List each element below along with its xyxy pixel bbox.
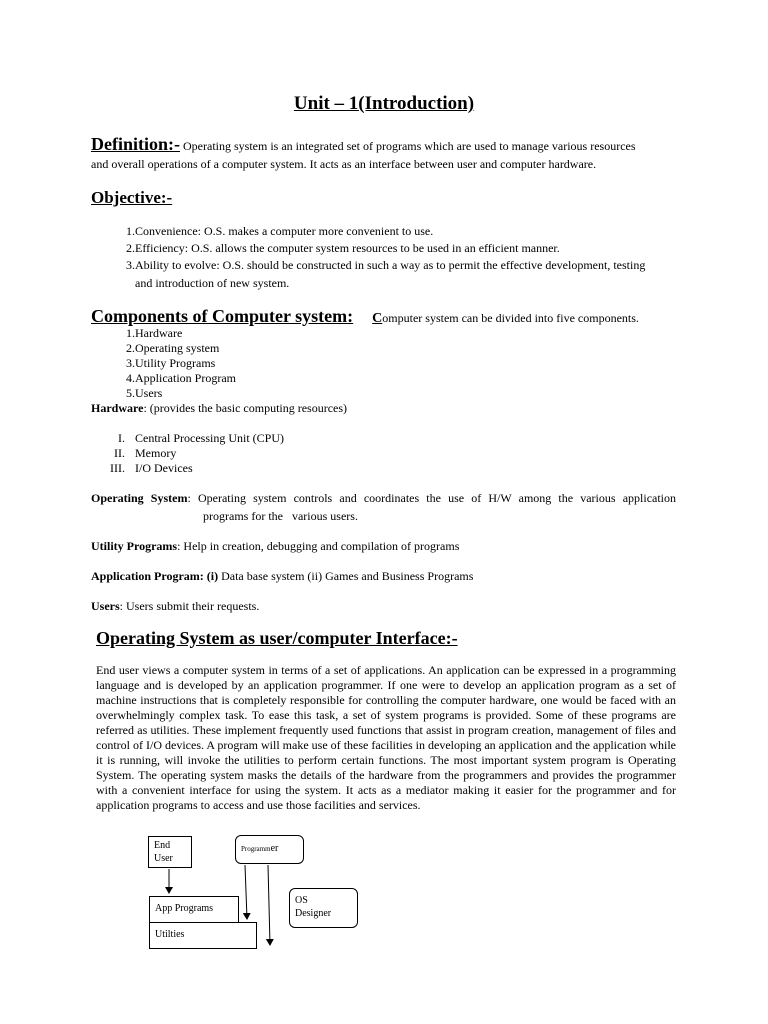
hardware-text-2: Memory [135, 446, 177, 460]
app-programs-label: App Programs [155, 903, 214, 914]
hardware-num-1: I. [118, 431, 125, 445]
programmer-label-end: er [270, 843, 279, 854]
hardware-desc: : (provides the basic computing resources) [143, 401, 348, 415]
end-user-line1: End [154, 840, 171, 851]
os-label: Operating System [91, 491, 188, 505]
components-heading: Components of Computer system: [91, 306, 354, 326]
arrow-programmer-to-utilities [245, 865, 247, 919]
utility-desc: : Help in creation, debugging and compilation of programs [177, 539, 460, 553]
os-designer-line2: Designer [295, 908, 332, 919]
os-line2: programs for the various users. [203, 509, 358, 523]
interface-heading: Operating System as user/computer Interface:- [96, 628, 458, 648]
end-user-line2: User [154, 853, 173, 864]
os-line1: : Operating system controls and coordinates the use of H/W among the various application [187, 491, 677, 505]
hardware-num-2: II. [114, 446, 125, 460]
application-desc: Data base system (ii) Games and Business Programs [218, 569, 474, 583]
definition-heading: Definition:- [91, 134, 180, 154]
component-text-3: Utility Programs [135, 356, 216, 370]
hardware-text-3: I/O Devices [135, 461, 193, 475]
application-label: Application Program: (i) [91, 569, 219, 583]
component-num-2: 2. [126, 341, 135, 355]
users-desc: : Users submit their requests. [119, 599, 260, 613]
hardware-text-1: Central Processing Unit (CPU) [135, 431, 284, 445]
os-designer-line1: OS [295, 895, 308, 906]
objective-item-3-cont: and introduction of new system. [135, 276, 290, 290]
objective-num-3: 3. [126, 258, 135, 272]
objective-heading: Objective:- [91, 188, 173, 207]
component-text-2: Operating system [135, 341, 220, 355]
components-intro-cap: C [372, 311, 383, 326]
interface-paragraph: End user views a computer system in terms of a set of applications. An application can be expressed in a programming language and is developed by an application programmer. If one were to develop an application program as a set of machine instructions that is completely responsible for controlling the computer hardware, one would be faced with an overwhelmingly complex task. To ease this task, a set of system programs is provided. Some of these programs are referred as utilities. These implement frequently used functions that assist in program creation, management of files and control of I/O devices. A program will make use of these facilities in developing an application and the application while it is running, will invoke the utilities to perform certain functions. The most important system program is Operating System. The operating system masks the details of the hardware from the programmers and provides the programmer with a convenient interface for using the system. It acts as a mediator making it easier for the programmer and for application programs to access and use those facilities and services. [96, 663, 676, 812]
page-title: Unit – 1(Introduction) [293, 93, 475, 114]
component-num-5: 5. [126, 386, 135, 400]
arrow-programmer-to-os [268, 865, 270, 945]
component-num-1: 1. [126, 326, 135, 340]
utilities-label: Utilties [155, 929, 185, 940]
objective-text-1: Convenience: O.S. makes a computer more convenient to use. [135, 224, 434, 238]
utility-label: Utility Programs [91, 539, 178, 553]
component-num-3: 3. [126, 356, 135, 370]
hardware-label: Hardware [91, 401, 144, 415]
component-text-4: Application Program [135, 371, 236, 385]
objective-text-3: Ability to evolve: O.S. should be constructed in such a way as to permit the effective development, testing [135, 258, 646, 272]
users-label: Users [91, 599, 120, 613]
programmer-label: Programm [241, 845, 271, 853]
definition-line2: and overall operations of a computer system. It acts as an interface between user and computer hardware. [91, 157, 597, 171]
components-intro: omputer system can be divided into five components. [382, 311, 639, 325]
objective-text-2: Efficiency: O.S. allows the computer system resources to be used in an efficient manner. [135, 241, 560, 255]
objective-num-2: 2. [126, 241, 135, 255]
component-num-4: 4. [126, 371, 135, 385]
component-text-1: Hardware [135, 326, 183, 340]
component-text-5: Users [135, 386, 163, 400]
definition-line1: Operating system is an integrated set of programs which are used to manage various resources [180, 139, 636, 153]
hardware-num-3: III. [110, 461, 125, 475]
objective-num-1: 1. [126, 224, 135, 238]
